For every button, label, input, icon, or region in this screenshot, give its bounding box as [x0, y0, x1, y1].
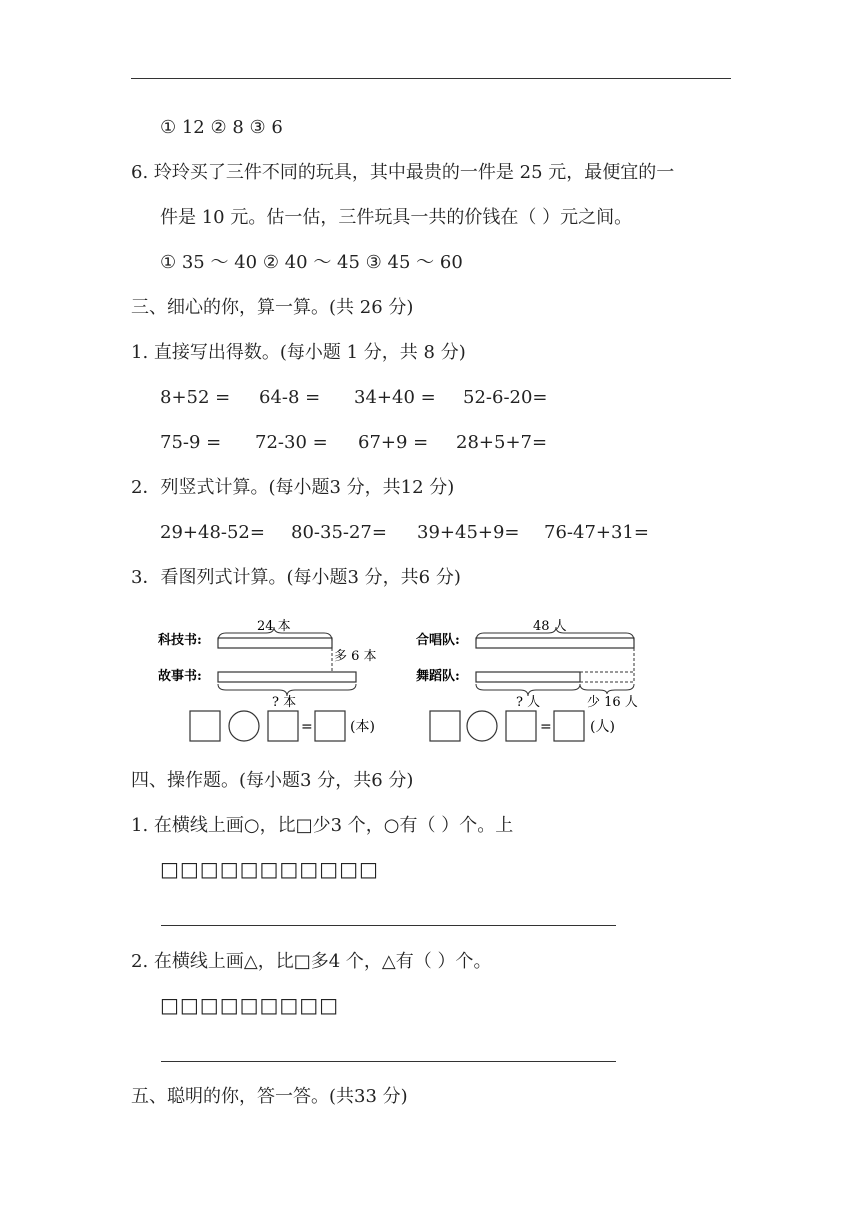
q5-options: ① 12 ② 8 ③ 6 — [160, 117, 283, 138]
dash-segment — [580, 672, 634, 682]
label-unknown: ? 本 — [272, 695, 297, 710]
calc-item: 76-47+31= — [544, 522, 649, 543]
q6-options: ① 35 ～ 40 ② 40 ～ 45 ③ 45 ～ 60 — [160, 252, 463, 273]
answer-box[interactable] — [506, 711, 536, 741]
equals-sign: = — [540, 719, 552, 735]
label-top-quantity: 48 人 — [533, 619, 567, 634]
label-difference: 少 16 人 — [587, 695, 638, 710]
label-choir: 合唱队: — [416, 633, 460, 648]
label-top-quantity: 24 本 — [257, 619, 291, 634]
answer-box[interactable] — [430, 711, 460, 741]
section4-p2-text: 2. 在横线上画△，比□多4 个，△有（ ）个。 — [131, 951, 492, 972]
q6-line1: 6. 玲玲买了三件不同的玩具，其中最贵的一件是 25 元，最便宜的一 — [131, 162, 675, 183]
drawing-line-1[interactable] — [161, 925, 616, 926]
bar-choir — [476, 638, 634, 648]
calc-item: 29+48-52= — [160, 522, 265, 543]
unit-label: (本) — [350, 719, 375, 735]
calc-item: 64-8 = — [259, 387, 321, 408]
operator-circle[interactable] — [229, 711, 259, 741]
section4-title: 四、操作题。(每小题3 分，共6 分) — [131, 770, 414, 791]
answer-box[interactable] — [554, 711, 584, 741]
answer-box[interactable] — [315, 711, 345, 741]
section4-p1-text: 1. 在横线上画○，比□少3 个，○有（ ）个。上 — [131, 815, 514, 836]
section3-p2-title: 2．列竖式计算。(每小题3 分，共12 分) — [131, 477, 455, 498]
answer-box[interactable] — [190, 711, 220, 741]
label-dance-team: 舞蹈队: — [416, 669, 460, 684]
calc-item: 39+45+9= — [417, 522, 520, 543]
label-difference: 多 6 本 — [334, 649, 377, 664]
equals-sign: = — [301, 719, 313, 735]
calc-item: 52-6-20= — [463, 387, 548, 408]
figure-teams — [416, 619, 638, 741]
bar-dance — [476, 672, 580, 682]
operator-circle[interactable] — [467, 711, 497, 741]
answer-box[interactable] — [268, 711, 298, 741]
figure-books — [157, 618, 377, 741]
unit-label: (人) — [590, 719, 615, 735]
calc-item: 67+9 = — [358, 432, 429, 453]
calc-item: 75-9 = — [160, 432, 222, 453]
calc-item: 8+52 = — [160, 387, 231, 408]
label-unknown: ? 人 — [516, 695, 541, 710]
calc-item: 34+40 = — [354, 387, 436, 408]
bar-science — [218, 638, 332, 648]
label-story-books: 故事书: — [158, 669, 202, 684]
label-science-books: 科技书: — [158, 633, 202, 648]
q6-line2: 件是 10 元。估一估，三件玩具一共的价钱在（ ）元之间。 — [160, 207, 633, 228]
calc-item: 80-35-27= — [291, 522, 387, 543]
section5-title: 五、聪明的你，答一答。(共33 分) — [131, 1086, 408, 1107]
calc-item: 28+5+7= — [456, 432, 548, 453]
squares-row-1: □□□□□□□□□□□ — [160, 857, 379, 881]
section3-p3-title: 3．看图列式计算。(每小题3 分，共6 分) — [131, 567, 461, 588]
drawing-line-2[interactable] — [161, 1061, 616, 1062]
bar-story — [218, 672, 356, 682]
squares-row-2: □□□□□□□□□ — [160, 993, 340, 1017]
section3-p1-title: 1. 直接写出得数。(每小题 1 分，共 8 分) — [131, 342, 466, 363]
brace-difference — [580, 684, 634, 694]
section3-title: 三、细心的你，算一算。(共 26 分) — [131, 297, 414, 318]
calc-item: 72-30 = — [255, 432, 328, 453]
